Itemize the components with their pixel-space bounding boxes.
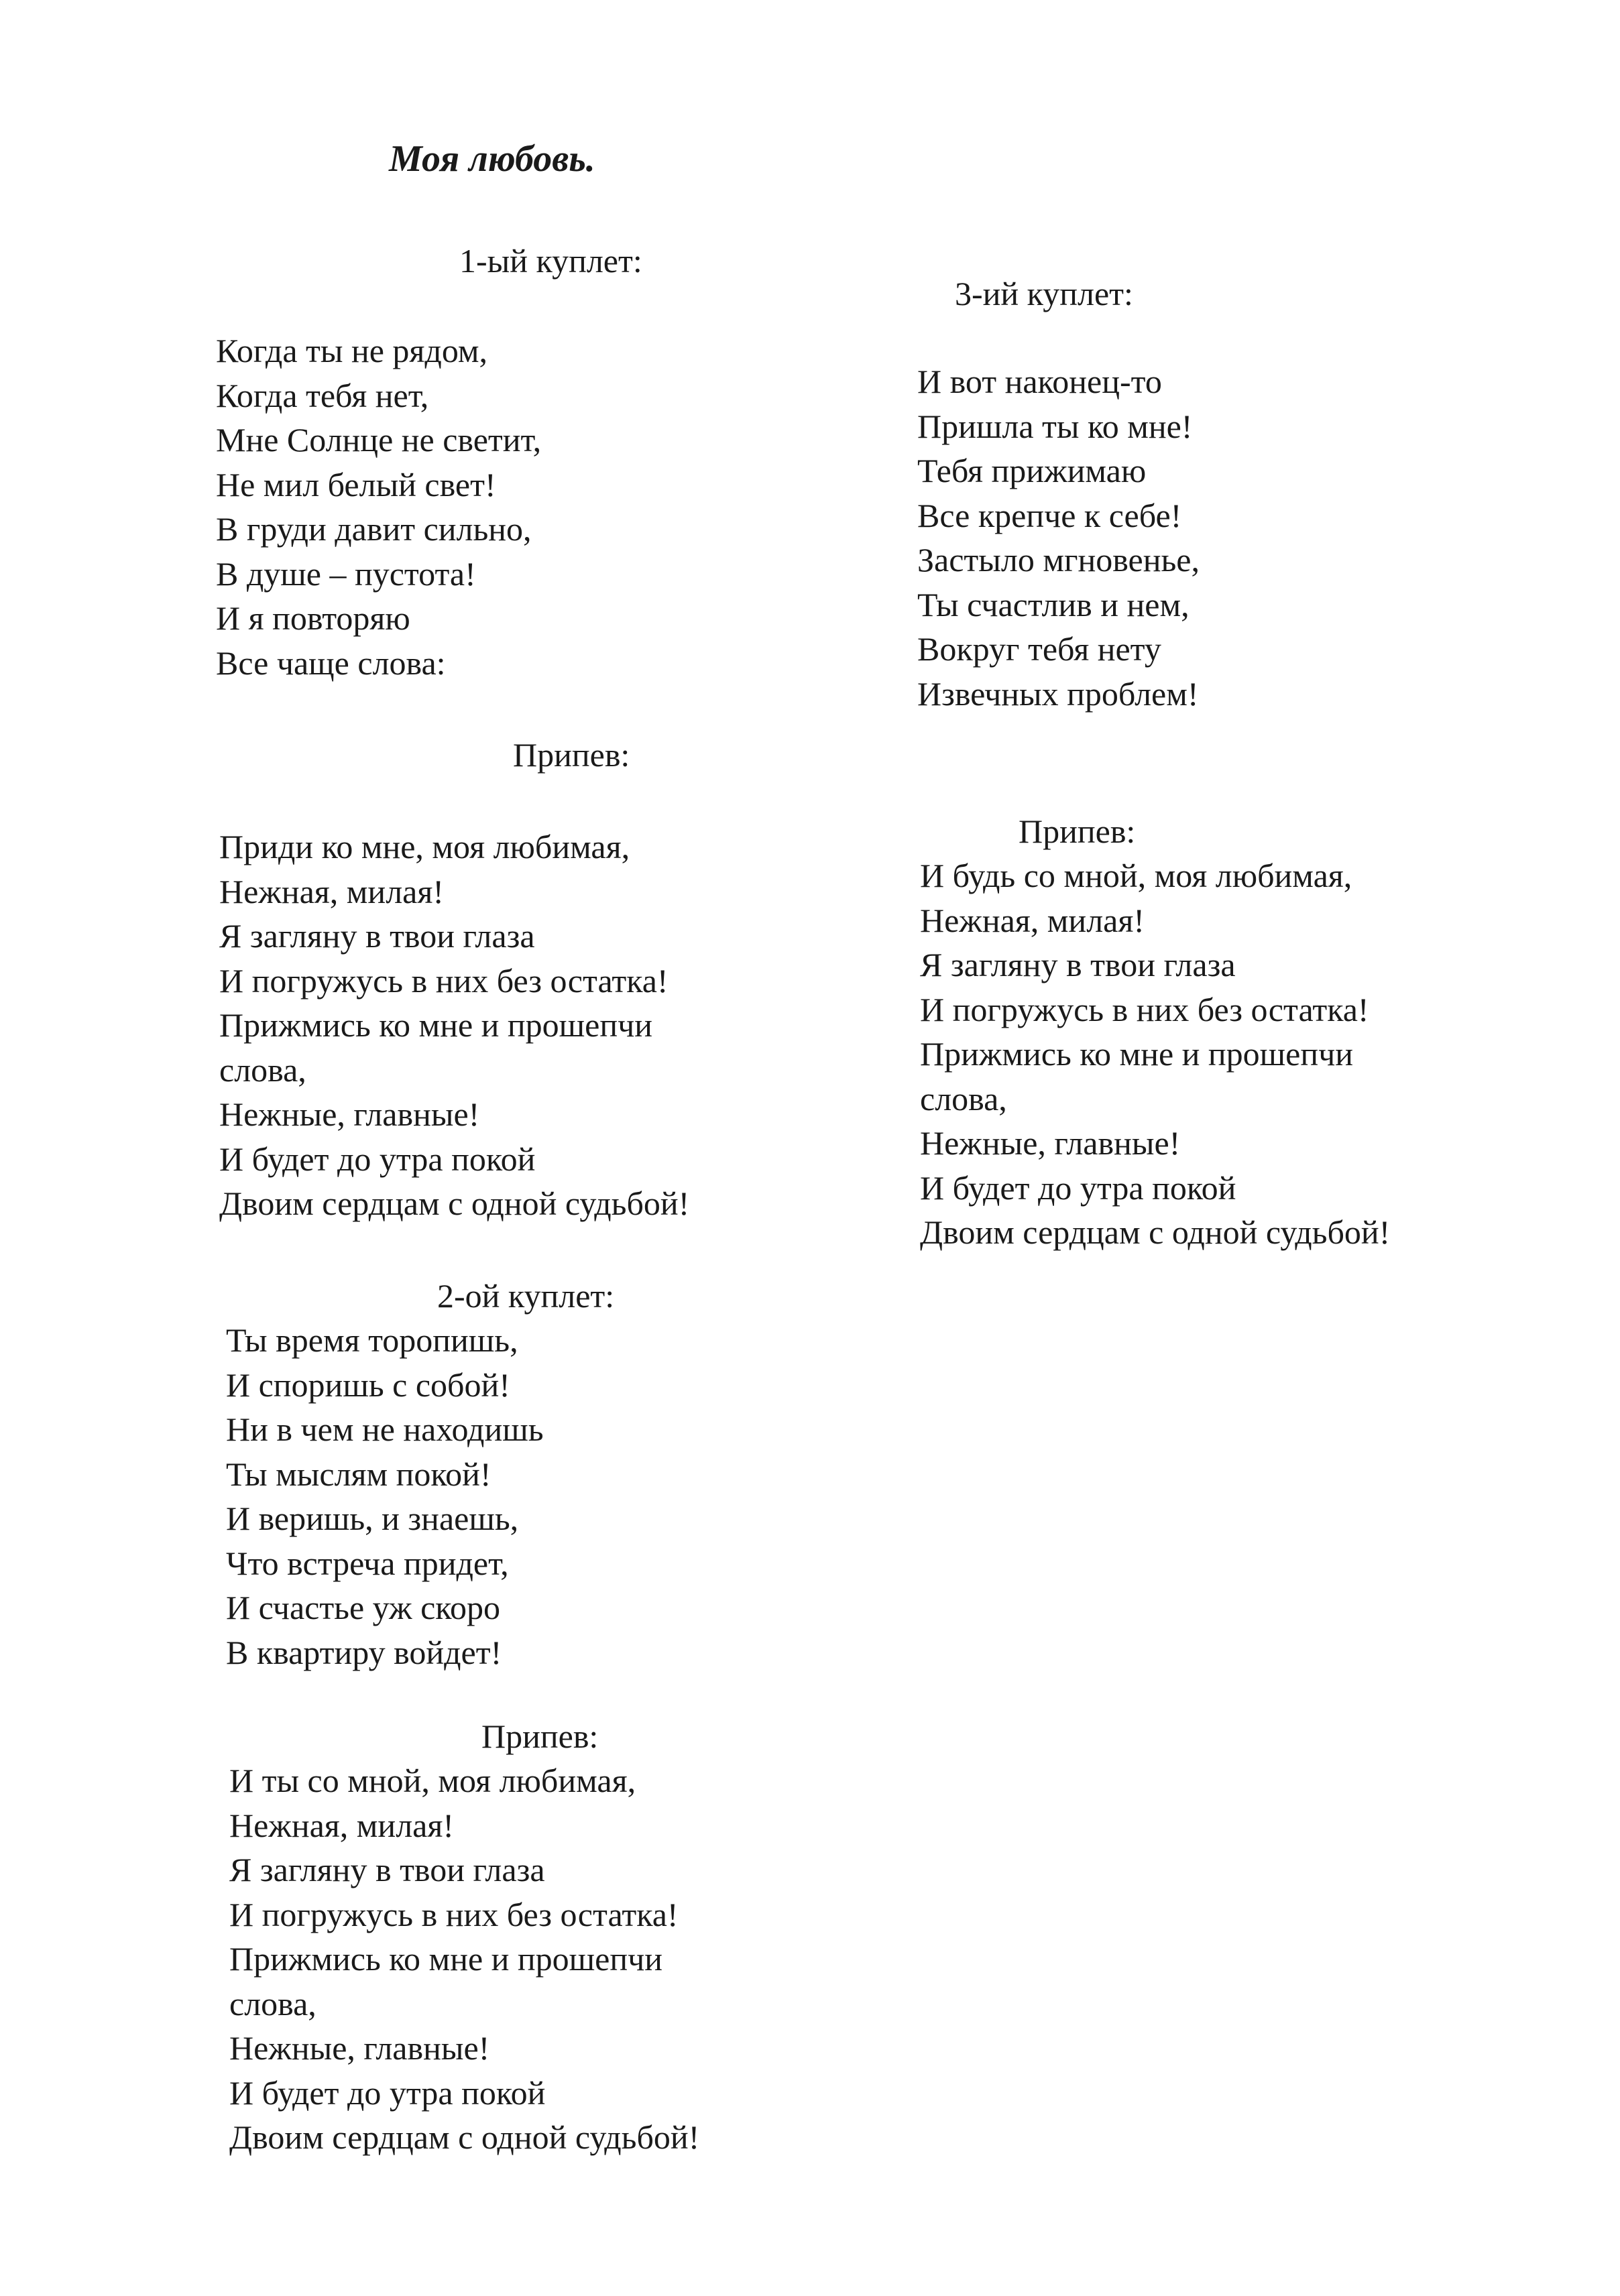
verse-3-stanza xyxy=(917,359,1200,716)
stanza-line: Прижмись ко мне и прошепчи xyxy=(219,1006,653,1044)
stanza-line: И будет до утра покой xyxy=(219,1140,536,1178)
stanza-line: Прижмись ко мне и прошепчи xyxy=(229,1940,663,1978)
stanza-line: Прижмись ко мне и прошепчи xyxy=(920,1035,1354,1073)
stanza-line: Я загляну в твои глаза xyxy=(229,1851,545,1888)
stanza-line: Пришла ты ко мне! xyxy=(917,407,1193,445)
stanza-line: В груди давит сильно, xyxy=(216,510,532,548)
stanza-line: И счастье уж скоро xyxy=(226,1589,501,1626)
stanza-line: И погружусь в них без остатка! xyxy=(219,961,669,1000)
chorus-2-heading: Припев: xyxy=(481,1717,599,1755)
stanza-line: слова, xyxy=(229,1984,316,2022)
stanza-line: слова, xyxy=(920,1079,1007,1117)
stanza-line: Что встреча придет, xyxy=(226,1544,509,1582)
stanza-line: И вот наконец-то xyxy=(917,363,1162,400)
stanza-line: И будет до утра покой xyxy=(229,2073,546,2112)
verse-2-stanza xyxy=(226,1318,544,1675)
verse-1-stanza xyxy=(216,328,541,685)
verse-1-heading: 1-ый куплет: xyxy=(459,242,642,280)
stanza-line: Ни в чем не находишь xyxy=(226,1410,544,1448)
stanza-line: Приди ко мне, моя любимая, xyxy=(219,828,630,865)
stanza-line: Все крепче к себе! xyxy=(917,496,1182,534)
stanza-line: Застыло мгновенье, xyxy=(917,541,1200,579)
stanza-line: Нежные, главные! xyxy=(229,2029,490,2067)
stanza-line: Двоим сердцам с одной судьбой! xyxy=(920,1213,1391,1251)
stanza-line: Ты счастлив и нем, xyxy=(917,585,1190,623)
stanza-line: Мне Солнце не светит, xyxy=(216,421,542,459)
stanza-line: Я загляну в твои глаза xyxy=(920,946,1236,983)
stanza-line: Ты мыслям покой! xyxy=(226,1455,491,1493)
stanza-line: И будь со мной, моя любимая, xyxy=(920,857,1352,894)
document-title: Моя любовь. xyxy=(389,138,595,180)
stanza-line: Двоим сердцам с одной судьбой! xyxy=(219,1185,690,1222)
verse-2-heading: 2-ой куплет: xyxy=(437,1277,615,1315)
stanza-line: Не мил белый свет! xyxy=(216,465,496,503)
stanza-line: И погружусь в них без остатка! xyxy=(229,1895,679,1933)
stanza-line: Нежные, главные! xyxy=(219,1095,480,1133)
stanza-line: Двоим сердцам с одной судьбой! xyxy=(229,2118,700,2156)
stanza-line: Нежная, милая! xyxy=(229,1806,454,1844)
stanza-line: В квартиру войдет! xyxy=(226,1633,502,1671)
stanza-line: И я повторяю xyxy=(216,599,410,637)
stanza-line: Тебя прижимаю xyxy=(917,452,1147,489)
stanza-line: Ты время торопишь, xyxy=(226,1321,518,1359)
stanza-line: И веришь, и знаешь, xyxy=(226,1500,519,1537)
stanza-line: И ты со мной, моя любимая, xyxy=(229,1762,636,1799)
chorus-1-stanza xyxy=(219,825,689,1226)
chorus-2-stanza xyxy=(229,1758,699,2160)
stanza-line: Нежная, милая! xyxy=(219,872,444,910)
stanza-line: Нежная, милая! xyxy=(920,901,1145,939)
stanza-line: Когда тебя нет, xyxy=(216,376,429,414)
stanza-line: Нежные, главные! xyxy=(920,1124,1181,1162)
stanza-line: слова, xyxy=(219,1050,306,1089)
verse-3-heading: 3-ий куплет: xyxy=(955,275,1133,312)
chorus-3-stanza xyxy=(920,853,1390,1255)
stanza-line: Я загляну в твои глаза xyxy=(219,917,535,955)
stanza-line: Все чаще слова: xyxy=(216,644,446,682)
stanza-line: Когда ты не рядом, xyxy=(216,332,488,369)
stanza-line: И будет до утра покой xyxy=(920,1168,1236,1207)
chorus-1-heading: Припев: xyxy=(513,736,630,774)
chorus-3-heading: Припев: xyxy=(1019,812,1136,850)
stanza-line: Вокруг тебя нету xyxy=(917,630,1161,668)
stanza-line: Извечных проблем! xyxy=(917,674,1199,713)
stanza-line: И споришь с собой! xyxy=(226,1366,510,1404)
stanza-line: В душе – пустота! xyxy=(216,554,476,593)
stanza-line: И погружусь в них без остатка! xyxy=(920,990,1369,1028)
